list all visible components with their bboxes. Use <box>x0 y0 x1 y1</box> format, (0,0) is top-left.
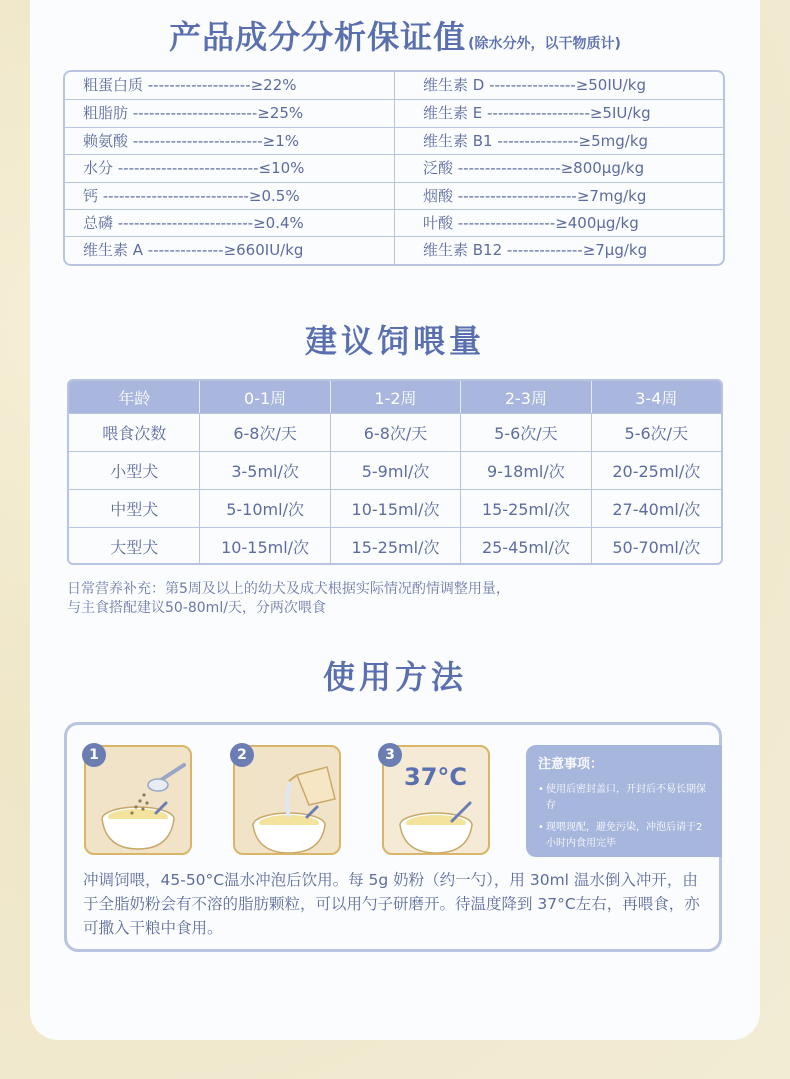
table-cell: 25-45ml/次 <box>460 528 590 565</box>
table-cell: 5-10ml/次 <box>199 490 329 527</box>
table-cell: 喂食次数 <box>102 424 167 443</box>
feeding-note-line: 日常营养补充：第5周及以上的幼犬及成犬根据实际情况酌情调整用量， <box>67 581 510 597</box>
usage-description: 冲调饲喂，45-50°C温水冲泡后饮用。每 5g 奶粉（约一勺），用 30ml 温水倒入冲开，由于全脂奶粉会有不溶的脂肪颗粒，可以用勺子研磨开。待温度降到 37°C左右，再喂食，亦可撒入干粮中食用。 <box>83 871 700 937</box>
table-cell: 6-8次/天 <box>199 414 329 451</box>
guarantee-row: 维生素 B12 --------------≥7μg/kg <box>395 236 723 263</box>
usage-title: 使用方法 <box>322 658 467 696</box>
table-cell: 5-6次/天 <box>460 414 590 451</box>
feeding-header-row <box>69 381 721 413</box>
guarantee-row: 钙 ---------------------------≥0.5% <box>65 182 394 209</box>
guarantee-row: 维生素 E -------------------≥5IU/kg <box>395 99 723 126</box>
header-cell: 1-2周 <box>330 381 460 413</box>
table-cell: 5-6次/天 <box>591 414 721 451</box>
bowl-spoon-icon <box>384 747 490 855</box>
guarantee-right-column <box>394 72 723 264</box>
guarantee-subtitle: (除水分外，以干物质计) <box>468 36 621 52</box>
feeding-table <box>67 379 723 565</box>
table-cell: 20-25ml/次 <box>591 452 721 489</box>
table-cell: 10-15ml/次 <box>199 528 329 565</box>
guarantee-left-column <box>65 72 394 264</box>
table-cell: 15-25ml/次 <box>330 528 460 565</box>
guarantee-row: 叶酸 ------------------≥400μg/kg <box>395 209 723 236</box>
table-cell: 15-25ml/次 <box>460 490 590 527</box>
header-cell: 0-1周 <box>199 381 329 413</box>
notice-item: • 使用后密封盖口，开封后不易长期保存 <box>538 782 712 814</box>
table-cell: 5-9ml/次 <box>330 452 460 489</box>
table-cell: 3-5ml/次 <box>199 452 329 489</box>
header-cell: 年龄 <box>118 388 151 408</box>
guarantee-row: 赖氨酸 ------------------------≥1% <box>65 127 394 154</box>
guarantee-row: 维生素 B1 ---------------≥5mg/kg <box>395 127 723 154</box>
guarantee-row: 烟酸 ----------------------≥7mg/kg <box>395 182 723 209</box>
table-cell: 大型犬 <box>110 538 159 557</box>
table-cell: 9-18ml/次 <box>460 452 590 489</box>
guarantee-title: 产品成分分析保证值 (除水分外，以干物质计) <box>169 18 621 56</box>
feeding-title: 建议饲喂量 <box>304 322 485 360</box>
guarantee-row: 粗脂肪 -----------------------≥25% <box>65 99 394 126</box>
notice-item: • 现喂现配，避免污染，冲泡后请于2小时内食用完毕 <box>538 820 712 852</box>
table-cell: 中型犬 <box>110 500 159 519</box>
table-cell: 27-40ml/次 <box>591 490 721 527</box>
header-cell: 2-3周 <box>460 381 590 413</box>
table-row <box>69 413 721 451</box>
guarantee-row: 水分 --------------------------≤10% <box>65 154 394 181</box>
table-cell: 10-15ml/次 <box>330 490 460 527</box>
table-row <box>69 489 721 527</box>
table-row <box>69 451 721 489</box>
guarantee-row: 总磷 -------------------------≥0.4% <box>65 209 394 236</box>
notice-title: 注意事项： <box>538 757 604 772</box>
guarantee-row: 维生素 D ----------------≥50IU/kg <box>423 76 647 94</box>
usage-box <box>64 722 722 952</box>
header-cell: 3-4周 <box>591 381 721 413</box>
step-number-badge: 3 <box>378 743 402 767</box>
table-cell: 50-70ml/次 <box>591 528 721 565</box>
step-number-badge: 1 <box>82 743 106 767</box>
table-cell: 6-8次/天 <box>330 414 460 451</box>
guarantee-row: 粗蛋白质 -------------------≥22% <box>83 76 297 94</box>
notice-panel <box>526 745 722 857</box>
table-cell: 小型犬 <box>110 462 159 481</box>
table-row <box>69 527 721 565</box>
guarantee-row: 泛酸 -------------------≥800μg/kg <box>395 154 723 181</box>
guarantee-table <box>63 70 725 266</box>
step-number-badge: 2 <box>230 743 254 767</box>
pour-water-icon <box>235 747 341 855</box>
guarantee-row: 维生素 A --------------≥660IU/kg <box>65 236 394 263</box>
feeding-note <box>67 580 510 618</box>
feeding-note-line: 与主食搭配建议50-80ml/天，分两次喂食 <box>67 600 326 616</box>
temperature-label: 37°C <box>404 763 468 791</box>
